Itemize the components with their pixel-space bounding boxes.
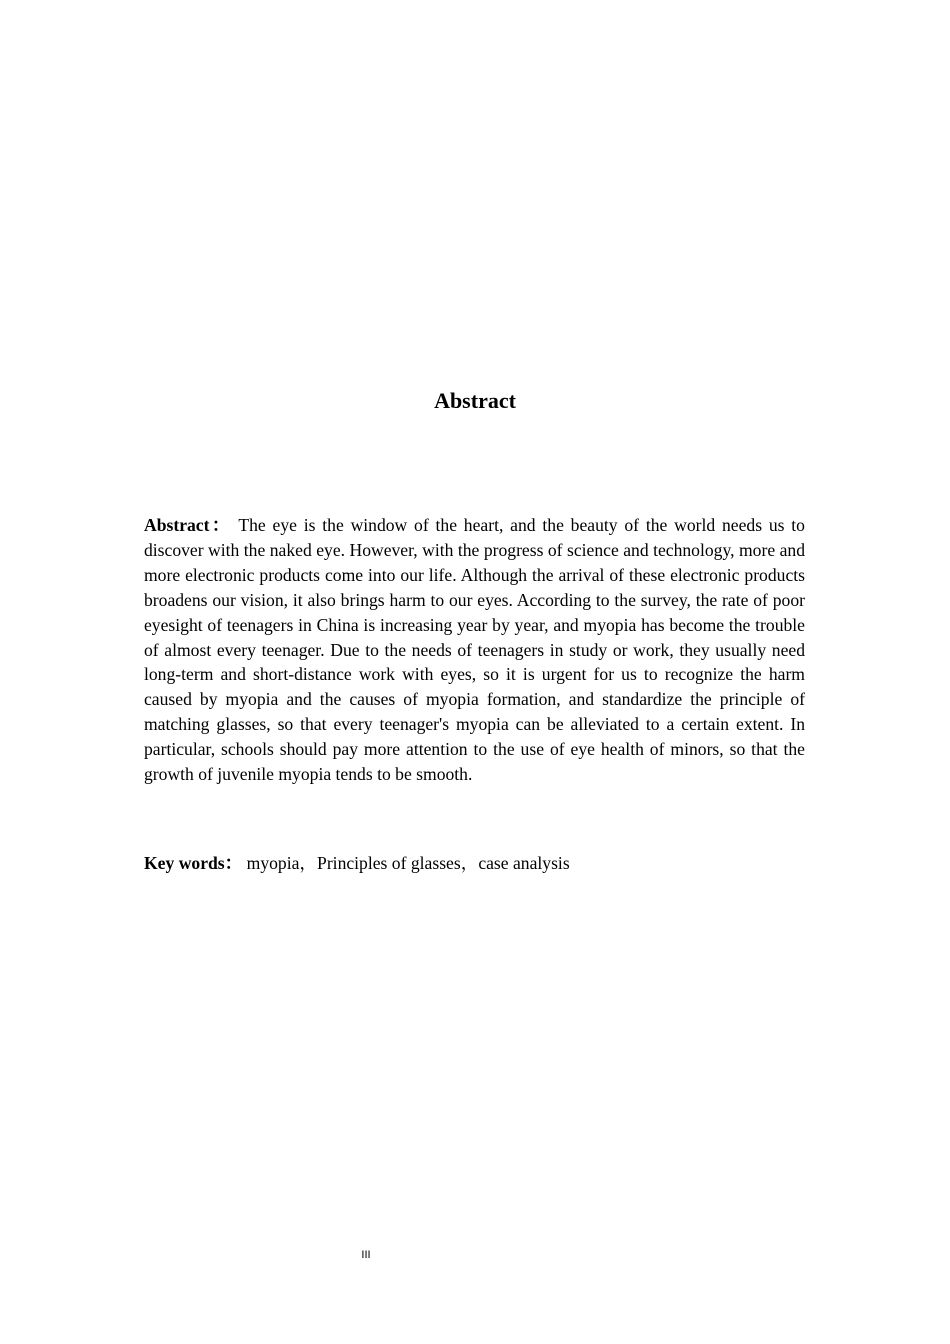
keywords-line bbox=[144, 851, 805, 876]
abstract-paragraph bbox=[144, 513, 805, 787]
page-number: III bbox=[361, 1249, 371, 1261]
abstract-text: The eye is the window of the heart, and the beauty of the world needs us to discover with the naked eye. However, with the progress of science and technology, more and more electronic products come into our life. Although the arrival of these electronic products broadens our vision, it also brings harm to our eyes. According to the survey, the rate of poor eyesight of teenagers in China is increasing year by year, and myopia has become the trouble of almost every teenager. Due to the needs of teenagers in study or work, they usually need long-term and short-distance work with eyes, so it is urgent for us to recognize the harm caused by myopia and the causes of myopia formation, and standardize the principle of matching glasses, so that every teenager's myopia can be alleviated to a certain extent. In particular, schools should pay more attention to the use of eye health of minors, so that the growth of juvenile myopia tends to be smooth. bbox=[144, 515, 805, 785]
keyword-item: Principles of glasses bbox=[317, 853, 461, 873]
keyword-item: case analysis bbox=[478, 853, 570, 873]
page-title: Abstract bbox=[434, 388, 516, 413]
keyword-separator: ， bbox=[460, 853, 479, 873]
keywords-label: Key words： bbox=[144, 853, 243, 873]
abstract-label: Abstract： bbox=[144, 515, 232, 535]
keyword-item: myopia bbox=[246, 853, 300, 873]
keyword-separator: ， bbox=[299, 853, 318, 873]
